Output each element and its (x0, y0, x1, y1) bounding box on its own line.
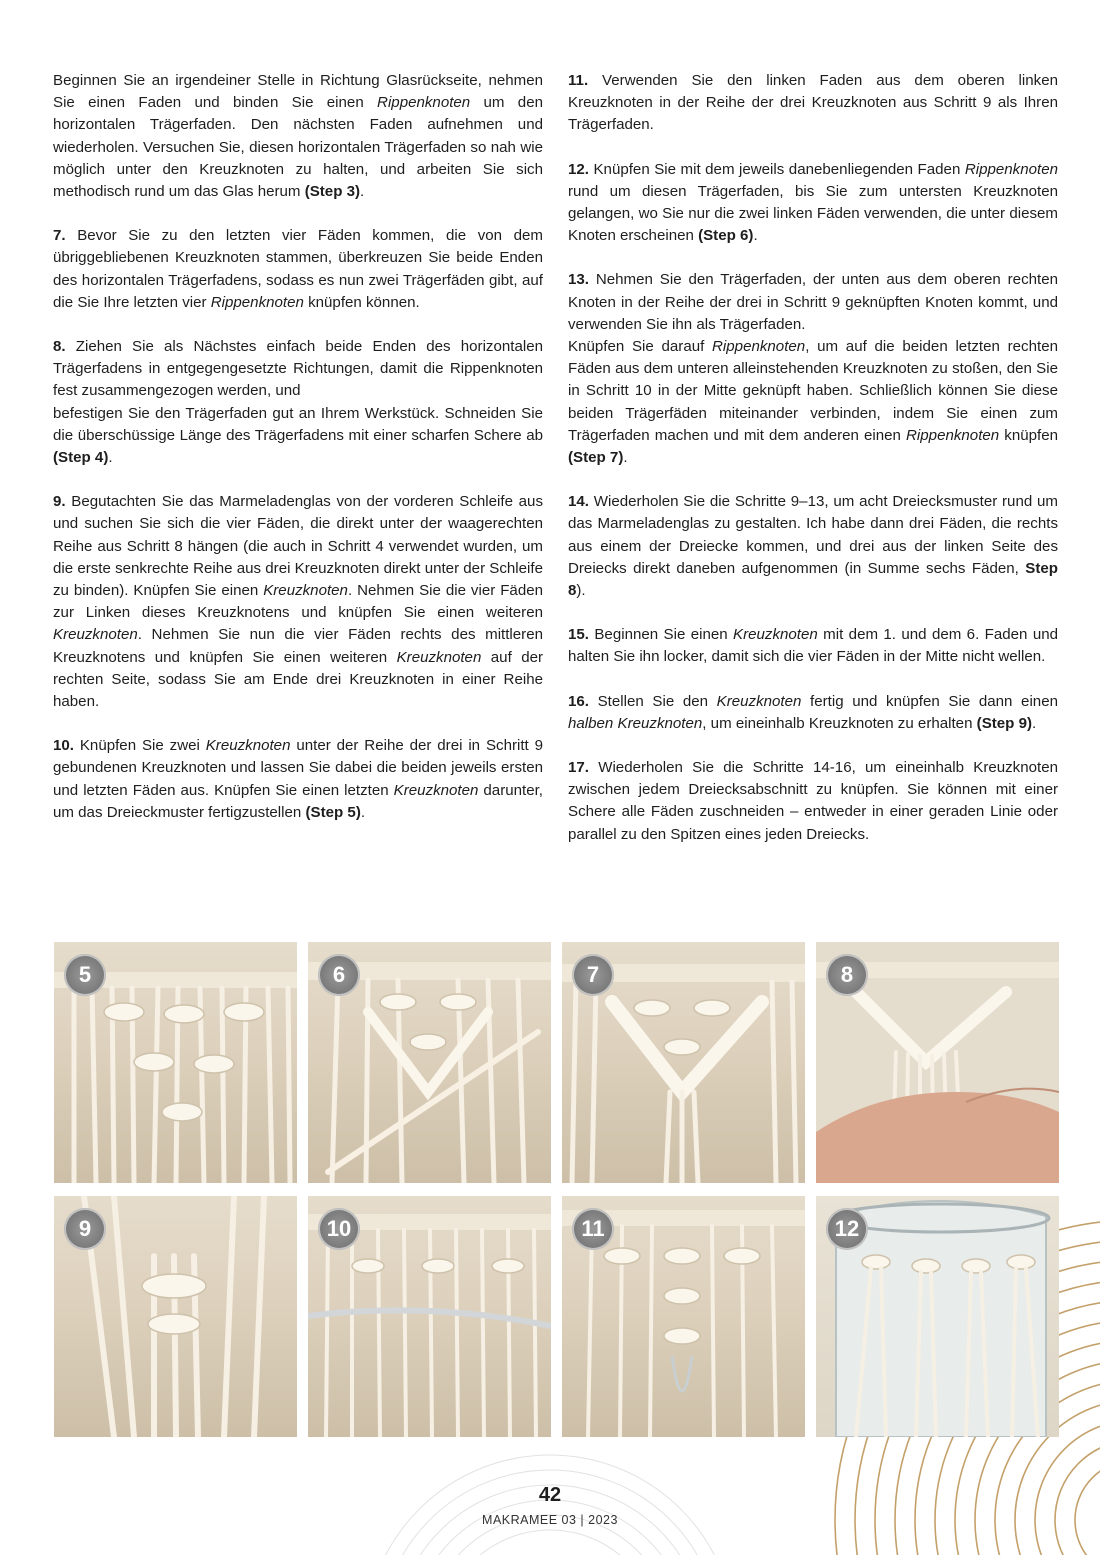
step-badge: 12 (826, 1208, 868, 1250)
step-photo-10 (308, 1196, 551, 1437)
step-photo-5 (54, 942, 297, 1183)
step-photo-12 (816, 1196, 1059, 1437)
step-badge: 9 (64, 1208, 106, 1250)
step-badge: 10 (318, 1208, 360, 1250)
step-16-paragraph: 16. Stellen Sie den Kreuzknoten fertig und knüpfen Sie dann einen halben Kreuzknoten, um eineinhalb Kreuzknoten zu erhalten (Step 9). (568, 692, 1058, 732)
step-7-paragraph: 7. Bevor Sie zu den letzten vier Fäden kommen, die von dem übriggebliebenen Kreuzknoten stammen, überkreuzen Sie beide Enden des horizontalen Trägerfadens, sodass es nun zwei Trägerfäden gibt, auf die Sie Ihre letzten vier Rippenknoten knüpfen können. (53, 227, 543, 311)
step-13-paragraph: 13. Nehmen Sie den Trägerfaden, der unten aus dem oberen rechten Knoten in der Reihe der drei in Schritt 9 geknüpften Knoten kommt, und verwenden Sie ihn als Trägerfaden. (568, 271, 1058, 333)
step-photo-9 (54, 1196, 297, 1437)
step-13-paragraph-continued: Knüpfen Sie darauf Rippenknoten, um auf die beiden letzten rechten Fäden aus dem unteren alleinstehenden Kreuzknoten zu stoßen, den Sie in Schritt 10 in der Mitte geknüpft haben. Schließlich können Sie diese beiden Trägerfäden miteinander verbinden, indem Sie einen zum Trägerfaden machen und mit dem anderen einen Rippenknoten knüpfen (Step 7). (568, 338, 1058, 467)
right-text-column (568, 70, 1058, 868)
step-badge: 5 (64, 954, 106, 996)
magazine-issue: MAKRAMEE 03 | 2023 (482, 1513, 618, 1527)
paragraph-intro: Beginnen Sie an irgendeiner Stelle in Richtung Glasrückseite, nehmen Sie einen Faden und binden Sie einen Rippenknoten um den horizontalen Trägerfaden. Den nächsten Faden aufnehmen und wiederholen. Versuchen Sie, diesen horizontalen Trägerfaden so nah wie möglich unter den Kreuzknoten zu halten, und arbeiten Sie sich methodisch rund um das Glas herum (Step 3). (53, 72, 543, 201)
step-9-paragraph: 9. Begutachten Sie das Marmeladenglas von der vorderen Schleife aus und suchen Sie sich die vier Fäden, die direkt unter der waagerechten Reihe aus Schritt 8 hängen (die auch in Schritt 4 verwendet wurden, um die erste senkrechte Reihe aus drei Kreuzknoten direkt unter der Schleife zu binden). Knüpfen Sie einen Kreuzknoten. Nehmen Sie die vier Fäden zur Linken dieses Kreuzknotens und knüpfen Sie einen weiteren Kreuzknoten. Nehmen Sie nun die vier Fäden rechts des mittleren Kreuzknotens und knüpfen Sie einen weiteren Kreuzknoten auf der rechten Seite, sodass Sie am Ende drei Kreuzknoten in einer Reihe haben. (53, 493, 544, 711)
step-15-paragraph: 15. Beginnen Sie einen Kreuzknoten mit dem 1. und dem 6. Faden und halten Sie ihn locker, damit sich die vier Fäden in der Mitte nicht wellen. (568, 626, 1059, 666)
step-photo-6 (308, 942, 551, 1183)
page-number: 42 (538, 1484, 562, 1506)
step-12-paragraph: 12. Knüpfen Sie mit dem jeweils danebenliegenden Faden Rippenknoten rund um diesen Trägerfaden, bis Sie zum untersten Kreuzknoten gelangen, wo Sie nur die zwei linken Fäden verwenden, die unter diesem Knoten erscheinen (Step 6). (568, 160, 1058, 245)
step-photo-7 (562, 942, 805, 1183)
step-badge: 11 (572, 1208, 614, 1250)
step-photo-8 (816, 942, 1059, 1183)
step-14-paragraph: 14. Wiederholen Sie die Schritte 9–13, um acht Dreiecksmuster rund um das Marmeladenglas zu gestalten. Ich habe dann drei Fäden, die rechts aus einem der Dreiecke kommen, und drei aus der linken Seite des Dreiecks direkt daneben aufgenommen (in Summe sechs Fäden, Step 8). (568, 493, 1058, 600)
step-17-paragraph: 17. Wiederholen Sie die Schritte 14-16, um eineinhalb Kreuzknoten zwischen jedem Dreiecksabschnitt zu knüpfen. Sie können mit einer Schere alle Fäden zuschneiden – entweder in einer geraden Linie oder parallel zu den Spitzen eines jeden Dreiecks. (568, 759, 1058, 843)
step-badge: 6 (318, 954, 360, 996)
step-11-paragraph: 11. Verwenden Sie den linken Faden aus dem oberen linken Kreuzknoten in der Reihe der drei Kreuzknoten aus Schritt 9 als Ihren Trägerfaden. (568, 72, 1058, 134)
step-10-paragraph: 10. Knüpfen Sie zwei Kreuzknoten unter der Reihe der drei in Schritt 9 gebundenen Kreuzknoten und lassen Sie dabei die beiden jeweils ersten und letzten Fäden aus. Knüpfen Sie einen letzten Kreuzknoten darunter, um das Dreieckmuster fertigzustellen (Step 5). (53, 737, 543, 821)
step-badge: 8 (826, 954, 868, 996)
step-8-paragraph-continued: befestigen Sie den Trägerfaden gut an Ihrem Werkstück. Schneiden Sie die überschüssige Länge des Trägerfadens mit einer scharfen Schere ab (Step 4). (53, 404, 543, 467)
step-badge: 7 (572, 954, 614, 996)
step-8-paragraph: 8. Ziehen Sie als Nächstes einfach beide Enden des horizontalen Trägerfadens in entgegengesetzte Richtungen, damit die Rippenknoten fest zusammengezogen werden, und (53, 338, 543, 400)
step-photo-11 (562, 1196, 805, 1437)
left-text-column (53, 70, 543, 846)
